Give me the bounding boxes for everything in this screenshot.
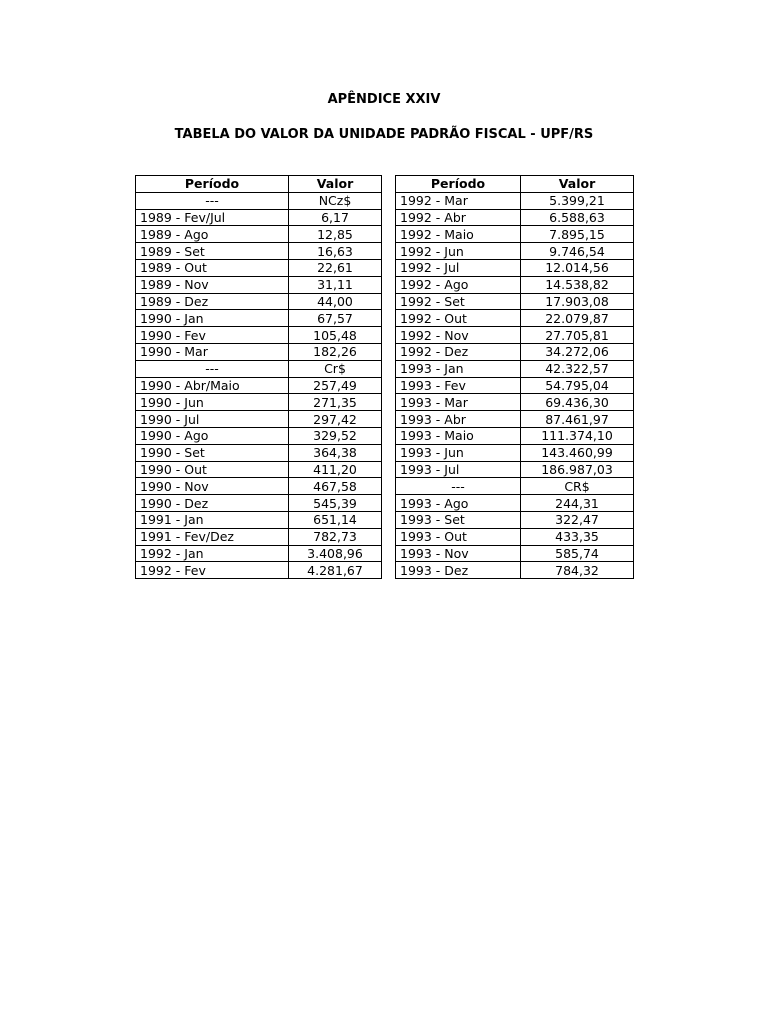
table-row <box>396 343 634 360</box>
value-cell: 12.014,56 <box>521 259 634 276</box>
table-row <box>136 259 382 276</box>
period-cell: 1993 - Abr <box>396 411 521 428</box>
table-row <box>136 310 382 327</box>
value-cell: 782,73 <box>289 528 382 545</box>
value-cell: 31,11 <box>289 276 382 293</box>
value-cell: 257,49 <box>289 377 382 394</box>
period-cell: 1990 - Fev <box>136 327 289 344</box>
table-title: TABELA DO VALOR DA UNIDADE PADRÃO FISCAL - UPF/RS <box>174 127 594 142</box>
table-row <box>396 243 634 260</box>
value-cell: 5.399,21 <box>521 192 634 209</box>
currency-separator-row <box>396 478 634 495</box>
table-row <box>396 293 634 310</box>
period-cell: 1989 - Fev/Jul <box>136 209 289 226</box>
value-cell: 44,00 <box>289 293 382 310</box>
period-cell: --- <box>136 192 289 209</box>
value-cell: 6.588,63 <box>521 209 634 226</box>
currency-separator-row <box>136 192 382 209</box>
table-row <box>396 411 634 428</box>
value-cell: 545,39 <box>289 495 382 512</box>
period-cell: 1990 - Out <box>136 461 289 478</box>
table-row <box>396 226 634 243</box>
value-column-header: Valor <box>289 176 382 193</box>
period-cell: 1990 - Jun <box>136 394 289 411</box>
table-row <box>136 293 382 310</box>
period-cell: 1993 - Ago <box>396 495 521 512</box>
period-cell: 1992 - Jan <box>136 545 289 562</box>
value-cell: 467,58 <box>289 478 382 495</box>
period-cell: 1993 - Mar <box>396 394 521 411</box>
value-cell: 585,74 <box>521 545 634 562</box>
period-cell: 1993 - Jul <box>396 461 521 478</box>
value-cell: 244,31 <box>521 495 634 512</box>
value-cell: 42.322,57 <box>521 360 634 377</box>
table-body <box>396 192 634 578</box>
value-cell: 6,17 <box>289 209 382 226</box>
table-row <box>396 209 634 226</box>
table-row <box>136 276 382 293</box>
value-column-header: Valor <box>521 176 634 193</box>
period-cell: 1992 - Jun <box>396 243 521 260</box>
value-cell: 3.408,96 <box>289 545 382 562</box>
value-cell: 12,85 <box>289 226 382 243</box>
value-cell: 54.795,04 <box>521 377 634 394</box>
table-row <box>396 360 634 377</box>
table-row <box>136 209 382 226</box>
period-cell: 1993 - Fev <box>396 377 521 394</box>
value-cell: 186.987,03 <box>521 461 634 478</box>
table-row <box>396 192 634 209</box>
value-cell: 16,63 <box>289 243 382 260</box>
period-cell: 1992 - Jul <box>396 259 521 276</box>
value-cell: 69.436,30 <box>521 394 634 411</box>
period-cell: 1989 - Dez <box>136 293 289 310</box>
value-cell: 433,35 <box>521 528 634 545</box>
period-cell: 1992 - Ago <box>396 276 521 293</box>
table-row <box>136 444 382 461</box>
period-cell: 1989 - Ago <box>136 226 289 243</box>
table-row <box>396 310 634 327</box>
value-cell: 182,26 <box>289 343 382 360</box>
period-cell: 1993 - Dez <box>396 562 521 579</box>
period-cell: 1993 - Jun <box>396 444 521 461</box>
table-row <box>136 495 382 512</box>
table-row <box>136 327 382 344</box>
table-row <box>396 427 634 444</box>
table-row <box>396 545 634 562</box>
currency-cell: NCz$ <box>289 192 382 209</box>
period-cell: 1992 - Dez <box>396 343 521 360</box>
period-cell: 1992 - Fev <box>136 562 289 579</box>
table-row <box>396 394 634 411</box>
upf-table-left <box>135 175 382 579</box>
period-cell: 1990 - Dez <box>136 495 289 512</box>
table-row <box>136 562 382 579</box>
period-cell: 1993 - Nov <box>396 545 521 562</box>
period-cell: 1992 - Mar <box>396 192 521 209</box>
value-cell: 17.903,08 <box>521 293 634 310</box>
currency-cell: CR$ <box>521 478 634 495</box>
period-column-header: Período <box>396 176 521 193</box>
table-row <box>136 461 382 478</box>
value-cell: 87.461,97 <box>521 411 634 428</box>
period-cell: 1990 - Jan <box>136 310 289 327</box>
value-cell: 297,42 <box>289 411 382 428</box>
period-cell: 1989 - Set <box>136 243 289 260</box>
table-row <box>136 478 382 495</box>
value-cell: 111.374,10 <box>521 427 634 444</box>
appendix-title: APÊNDICE XXIV <box>327 92 441 107</box>
table-row <box>136 377 382 394</box>
table-row <box>396 511 634 528</box>
period-cell: 1993 - Maio <box>396 427 521 444</box>
period-column-header: Período <box>136 176 289 193</box>
period-cell: 1989 - Nov <box>136 276 289 293</box>
table-row <box>136 226 382 243</box>
value-cell: 22.079,87 <box>521 310 634 327</box>
table-row <box>136 545 382 562</box>
table-row <box>136 411 382 428</box>
table-row <box>396 444 634 461</box>
value-cell: 271,35 <box>289 394 382 411</box>
period-cell: 1990 - Set <box>136 444 289 461</box>
upf-table-right <box>395 175 634 579</box>
value-cell: 34.272,06 <box>521 343 634 360</box>
table-row <box>396 528 634 545</box>
period-cell: 1993 - Jan <box>396 360 521 377</box>
value-cell: 411,20 <box>289 461 382 478</box>
table-body <box>136 192 382 578</box>
value-cell: 143.460,99 <box>521 444 634 461</box>
period-cell: 1991 - Jan <box>136 511 289 528</box>
table-row <box>396 495 634 512</box>
value-cell: 105,48 <box>289 327 382 344</box>
period-cell: --- <box>396 478 521 495</box>
table-row <box>136 394 382 411</box>
period-cell: 1990 - Ago <box>136 427 289 444</box>
table-header-row <box>136 176 382 193</box>
currency-separator-row <box>136 360 382 377</box>
value-cell: 784,32 <box>521 562 634 579</box>
value-cell: 329,52 <box>289 427 382 444</box>
period-cell: 1990 - Nov <box>136 478 289 495</box>
table-row <box>136 243 382 260</box>
table-row <box>396 327 634 344</box>
table-row <box>396 276 634 293</box>
period-cell: 1992 - Out <box>396 310 521 327</box>
period-cell: 1992 - Nov <box>396 327 521 344</box>
currency-cell: Cr$ <box>289 360 382 377</box>
value-cell: 67,57 <box>289 310 382 327</box>
period-cell: 1990 - Mar <box>136 343 289 360</box>
period-cell: 1990 - Jul <box>136 411 289 428</box>
period-cell: 1990 - Abr/Maio <box>136 377 289 394</box>
period-cell: --- <box>136 360 289 377</box>
value-cell: 651,14 <box>289 511 382 528</box>
table-row <box>136 427 382 444</box>
value-cell: 14.538,82 <box>521 276 634 293</box>
period-cell: 1993 - Out <box>396 528 521 545</box>
table-row <box>396 259 634 276</box>
period-cell: 1989 - Out <box>136 259 289 276</box>
period-cell: 1992 - Set <box>396 293 521 310</box>
value-cell: 364,38 <box>289 444 382 461</box>
value-cell: 9.746,54 <box>521 243 634 260</box>
value-cell: 4.281,67 <box>289 562 382 579</box>
table-row <box>396 461 634 478</box>
value-cell: 322,47 <box>521 511 634 528</box>
value-cell: 7.895,15 <box>521 226 634 243</box>
period-cell: 1993 - Set <box>396 511 521 528</box>
value-cell: 22,61 <box>289 259 382 276</box>
period-cell: 1992 - Maio <box>396 226 521 243</box>
table-row <box>396 562 634 579</box>
table-row <box>396 377 634 394</box>
period-cell: 1991 - Fev/Dez <box>136 528 289 545</box>
table-row <box>136 343 382 360</box>
table-header-row <box>396 176 634 193</box>
table-row <box>136 528 382 545</box>
period-cell: 1992 - Abr <box>396 209 521 226</box>
value-cell: 27.705,81 <box>521 327 634 344</box>
table-row <box>136 511 382 528</box>
